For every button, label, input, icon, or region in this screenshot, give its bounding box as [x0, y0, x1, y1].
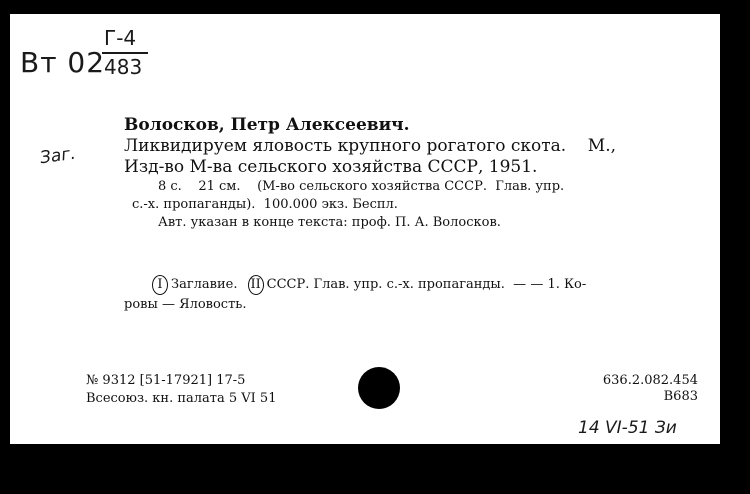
udc-number: 636.2.082.454 [602, 373, 698, 388]
handwritten-fraction-top: Г-4 [104, 26, 137, 50]
author-heading: Волосков, Петр Алексеевич. [124, 115, 410, 135]
title-line-2: Изд-во М-ва сельского хозяйства СССР, 1951. [124, 157, 538, 177]
registry-number: № 9312 [51-17921] 17-5 [86, 373, 246, 388]
tracing-marker-1: I [152, 275, 168, 295]
collation-line-1: 8 с. 21 см. (М-во сельского хозяйства СССР. Глав. упр. [158, 179, 565, 194]
punch-hole [358, 367, 400, 409]
handwritten-margin-note: Заг. [38, 143, 77, 169]
tracing-title: Заглавие. [171, 277, 238, 292]
handwritten-fraction-bottom: 483 [104, 55, 143, 79]
author-mark: В683 [663, 389, 698, 404]
handwritten-date-note: 14 VI-51 Зи [578, 418, 677, 438]
tracing-subjects: СССР. Глав. упр. с.-х. пропаганды. — — 1. Ко- [266, 277, 587, 292]
tracing-marker-2: II [248, 275, 264, 295]
handwritten-call-number: Вт 02 [20, 46, 106, 79]
author-note: Авт. указан в конце текста: проф. П. А. Волосков. [158, 215, 501, 230]
registry-chamber: Всесоюз. кн. палата 5 VI 51 [86, 391, 277, 406]
collation-line-2: с.-х. пропаганды). 100.000 экз. Беспл. [132, 197, 398, 212]
title-line-1: Ликвидируем яловость крупного рогатого скота. М., [124, 136, 617, 156]
fraction-line [102, 52, 148, 54]
tracing-line-1 [152, 275, 586, 295]
tracing-line-2: ровы — Яловость. [124, 297, 247, 312]
